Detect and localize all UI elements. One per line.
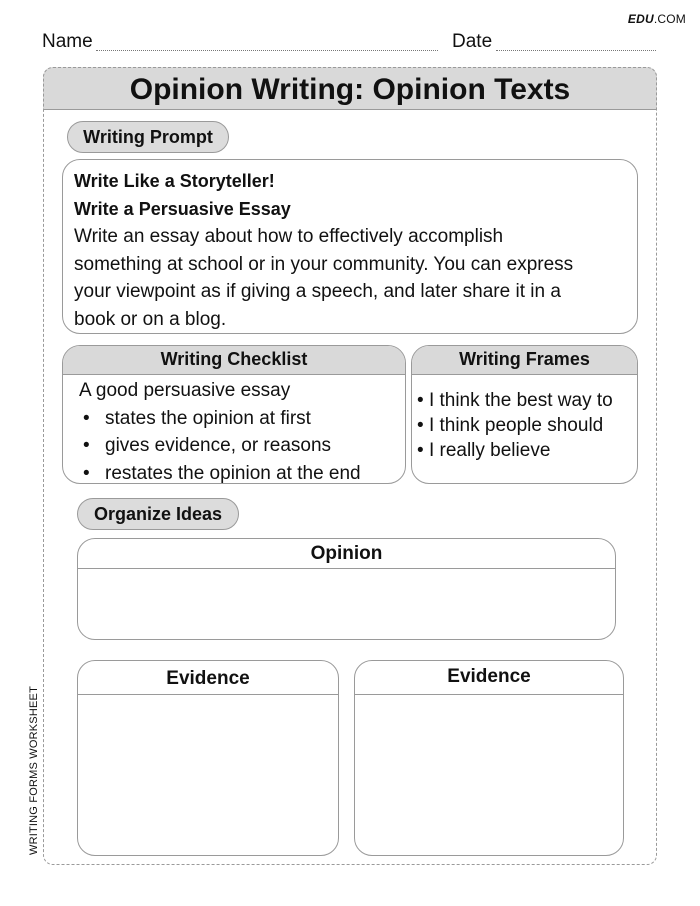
- evidence-box-left: [77, 660, 339, 856]
- writing-prompt-pill: Writing Prompt: [67, 121, 229, 153]
- evidence-write-area[interactable]: [355, 695, 623, 855]
- frames-title: Writing Frames: [412, 346, 637, 375]
- evidence-label: Evidence: [78, 661, 338, 695]
- evidence-label: Evidence: [355, 661, 623, 695]
- organize-ideas-pill: Organize Ideas: [77, 498, 239, 530]
- prompt-line: something at school or in your community. You can express: [74, 253, 574, 275]
- writing-frames-box: [411, 345, 638, 484]
- prompt-line: book or on a blog.: [74, 308, 227, 330]
- name-field[interactable]: [96, 50, 438, 51]
- date-label: Date: [452, 31, 493, 52]
- prompt-line: your viewpoint as if giving a speech, and later share it in a: [74, 281, 561, 302]
- frame-item: • I really believe: [417, 438, 639, 463]
- writing-checklist-box: [62, 345, 406, 484]
- prompt-heading-storyteller: Write Like a Storyteller!: [74, 171, 275, 191]
- date-field[interactable]: [496, 50, 656, 51]
- opinion-write-area[interactable]: [78, 569, 615, 639]
- prompt-line: Write an essay about how to effectively accomplish: [74, 226, 504, 247]
- opinion-box: [77, 538, 616, 640]
- frame-item: • I think people should: [417, 413, 639, 438]
- prompt-heading-essay: Write a Persuasive Essay: [74, 198, 291, 219]
- checklist-item: • states the opinion at first: [79, 405, 404, 433]
- checklist-title: Writing Checklist: [63, 346, 405, 375]
- edu-logo: EDU.COM: [627, 12, 686, 26]
- checklist-item: • restates the opinion at the end: [79, 460, 404, 488]
- side-label: WRITING FORMS WORKSHEET: [28, 686, 40, 855]
- frame-item: • I think the best way to: [417, 388, 639, 413]
- writing-prompt-box: [62, 159, 638, 334]
- checklist-intro: A good persuasive essay: [79, 380, 291, 401]
- evidence-write-area[interactable]: [78, 695, 338, 855]
- opinion-label: Opinion: [78, 539, 615, 569]
- name-label: Name: [42, 31, 93, 52]
- evidence-box-right: [354, 660, 624, 856]
- page-title: Opinion Writing: Opinion Texts: [43, 67, 657, 110]
- checklist-item: • gives evidence, or reasons: [79, 432, 404, 460]
